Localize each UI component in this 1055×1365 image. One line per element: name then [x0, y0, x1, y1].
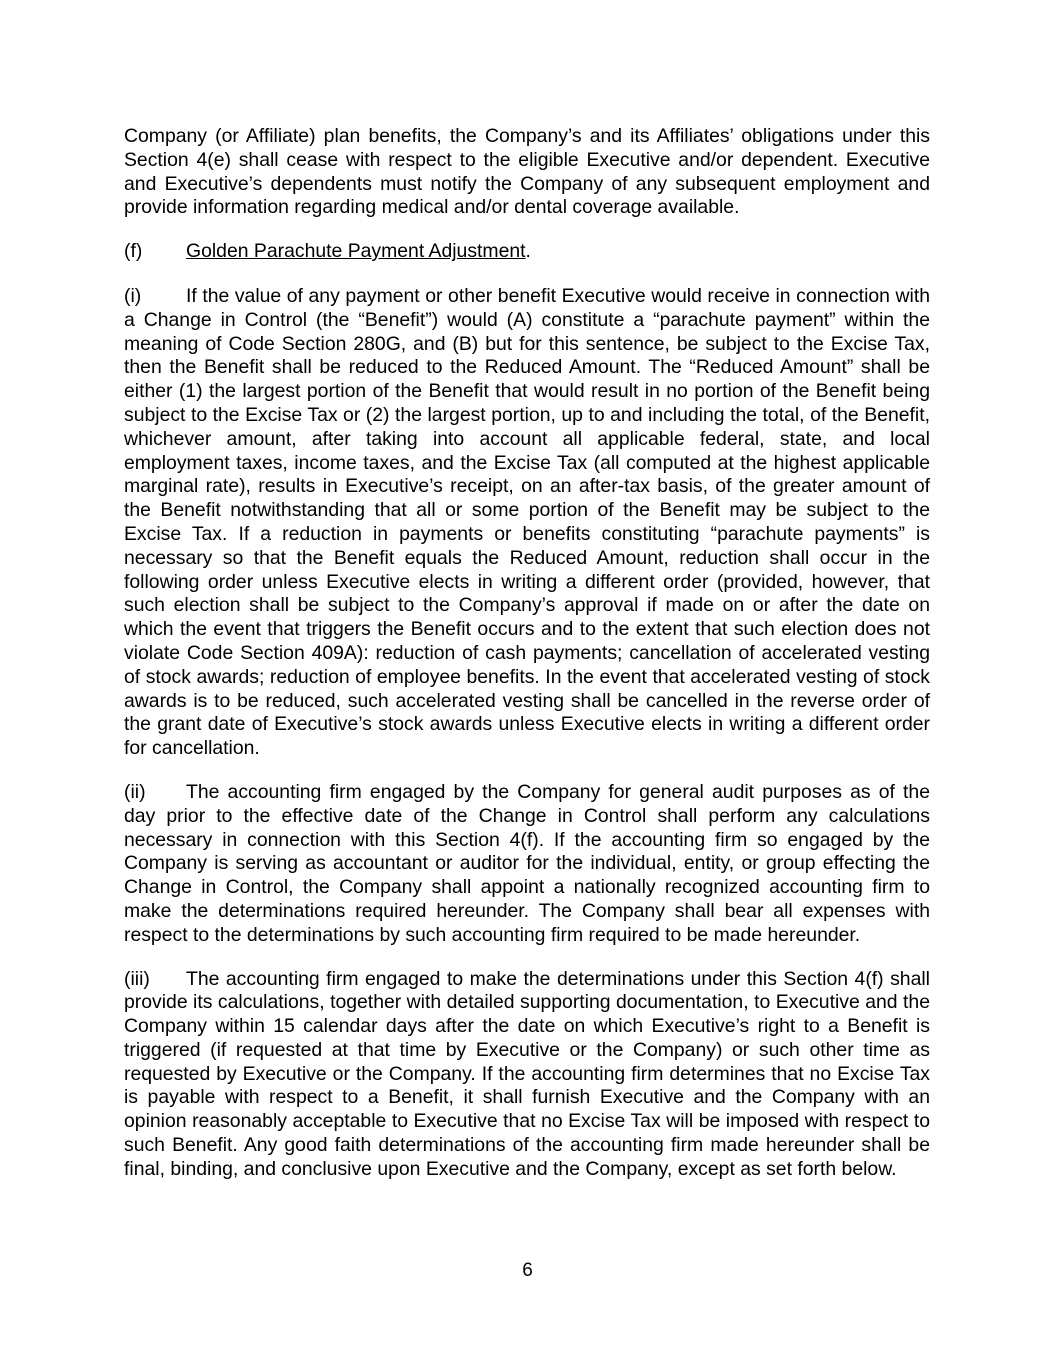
section-label: (f) — [124, 240, 143, 263]
subsection-iii — [124, 968, 930, 1182]
section-title: Golden Parachute Payment Adjustment — [186, 240, 526, 263]
subsection-label: (i) — [124, 284, 142, 307]
document-page — [124, 125, 930, 1202]
subsection-label: (ii) — [124, 780, 146, 803]
subsection-label: (iii) — [124, 967, 150, 990]
intro-paragraph: Company (or Affiliate) plan benefits, the Company’s and its Affiliates’ obligations under this Section 4(e) shall cease with respect to the eligible Executive and/or dependent. Executive and Executive’s dependents must notify the Company of any subsequent employment and provide information regarding medical and/or dental coverage available. — [124, 125, 930, 219]
subsection-ii — [124, 781, 930, 948]
section-title-suffix: . — [525, 240, 531, 263]
subsection-text: If the value of any payment or other benefit Executive would receive in connection with a Change in Control (the “Benefit”) would (A) constitute a “parachute payment” within the meaning of Code Section 280G, and (B) but for this sentence, be subject to the Excise Tax, then the Benefit shall be reduced to the Reduced Amount. The “Reduced Amount” shall be either (1) the largest portion of the Benefit that would result in no portion of the Benefit being subject to the Excise Tax or (2) the largest portion, up to and including the total, of the Benefit, whichever amount, after taking into account all applicable federal, state, and local employment taxes, income taxes, and the Excise Tax (all computed at the highest applicable marginal rate), results in Executive’s receipt, on an after-tax basis, of the greater amount of the Benefit notwithstanding that all or some portion of the Benefit may be subject to the Excise Tax. If a reduction in payments or benefits constituting “parachute payments” is necessary so that the Benefit equals the Reduced Amount, reduction shall occur in the following order unless Executive elects in writing a different order (provided, however, that such election shall be subject to the Company’s approval if made on or after the date on which the event that triggers the Benefit occurs and to the extent that such election does not violate Code Section 409A): reduction of cash payments; cancellation of accelerated vesting of stock awards; reduction of employee benefits. In the event that accelerated vesting of stock awards is to be reduced, such accelerated vesting shall be cancelled in the reverse order of the grant date of Executive’s stock awards unless Executive elects in writing a different order for cancellation. — [124, 284, 930, 760]
subsection-text: The accounting firm engaged by the Company for general audit purposes as of the day prior to the effective date of the Change in Control shall perform any calculations necessary in connection with this Section 4(f). If the accounting firm so engaged by the Company is serving as accountant or auditor for the individual, entity, or group effecting the Change in Control, the Company shall appoint a nationally recognized accounting firm to make the determinations required hereunder. The Company shall bear all expenses with respect to the determinations by such accounting firm required to be made hereunder. — [124, 780, 930, 946]
section-heading — [124, 240, 930, 264]
subsection-text: The accounting firm engaged to make the determinations under this Section 4(f) shall provide its calculations, together with detailed supporting documentation, to Executive and the Company within 15 calendar days after the date on which Executive’s right to a Benefit is triggered (if requested at that time by Executive or the Company) or such other time as requested by Executive or the Company. If the accounting firm determines that no Excise Tax is payable with respect to a Benefit, it shall furnish Executive and the Company with an opinion reasonably acceptable to Executive that no Excise Tax will be imposed with respect to such Benefit. Any good faith determinations of the accounting firm made hereunder shall be final, binding, and conclusive upon Executive and the Company, except as set forth below. — [124, 967, 930, 1180]
page-number: 6 — [522, 1260, 533, 1281]
subsection-i — [124, 285, 930, 761]
